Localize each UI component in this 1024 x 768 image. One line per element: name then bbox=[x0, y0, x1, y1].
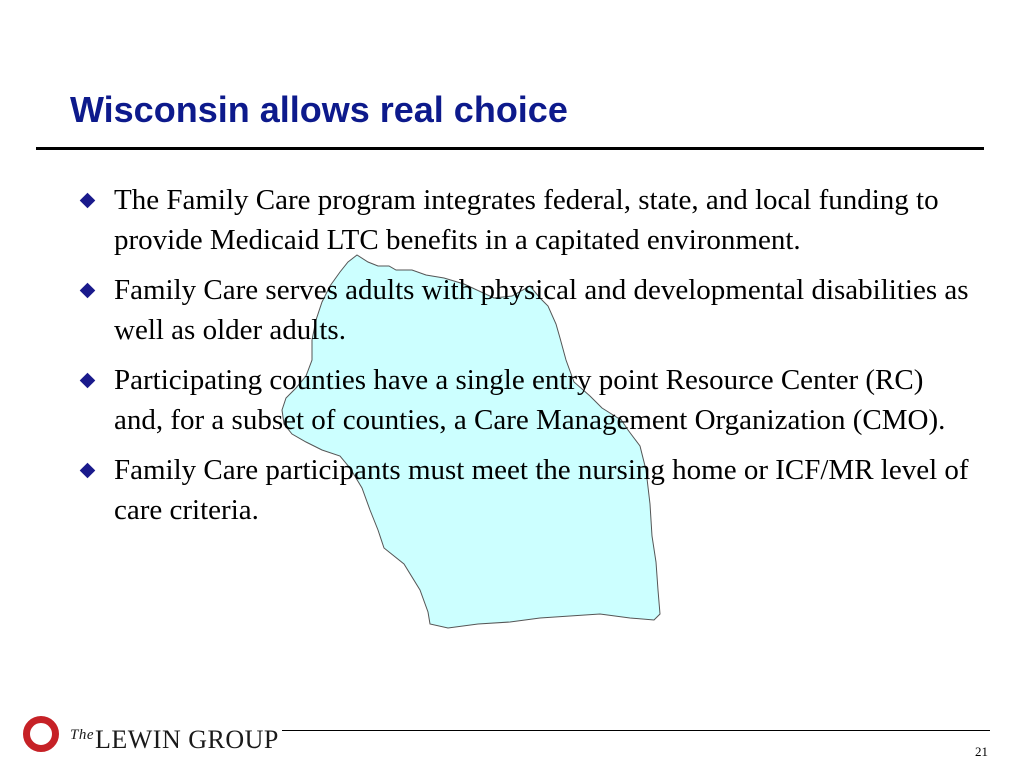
diamond-bullet-icon bbox=[80, 193, 96, 209]
bullet-text: The Family Care program integrates federal, state, and local funding to provide Medicaid LTC benefits in a capitated environment. bbox=[114, 184, 939, 256]
lewin-logo-ring-icon bbox=[23, 716, 59, 752]
bullet-text: Family Care serves adults with physical and developmental disabilities as well as older adults. bbox=[114, 274, 969, 346]
slide-title: Wisconsin allows real choice bbox=[70, 89, 568, 130]
footer-divider bbox=[282, 730, 990, 731]
bullet-item bbox=[78, 270, 978, 350]
title-divider bbox=[36, 147, 984, 150]
diamond-bullet-icon bbox=[80, 463, 96, 479]
bullet-item bbox=[78, 360, 978, 440]
bullet-item bbox=[78, 450, 978, 530]
logo-the: The bbox=[70, 727, 94, 743]
bullet-text: Participating counties have a single entry point Resource Center (RC) and, for a subset of counties, a Care Management Organization (CMO). bbox=[114, 364, 946, 436]
bullet-text: Family Care participants must meet the nursing home or ICF/MR level of care criteria. bbox=[114, 454, 969, 526]
bullet-item bbox=[78, 180, 978, 260]
diamond-bullet-icon bbox=[80, 373, 96, 389]
logo-name: LEWIN GROUP bbox=[95, 725, 279, 754]
diamond-bullet-icon bbox=[80, 283, 96, 299]
page-number: 21 bbox=[975, 744, 988, 759]
bullet-list bbox=[78, 180, 978, 540]
lewin-group-logo bbox=[70, 720, 279, 755]
